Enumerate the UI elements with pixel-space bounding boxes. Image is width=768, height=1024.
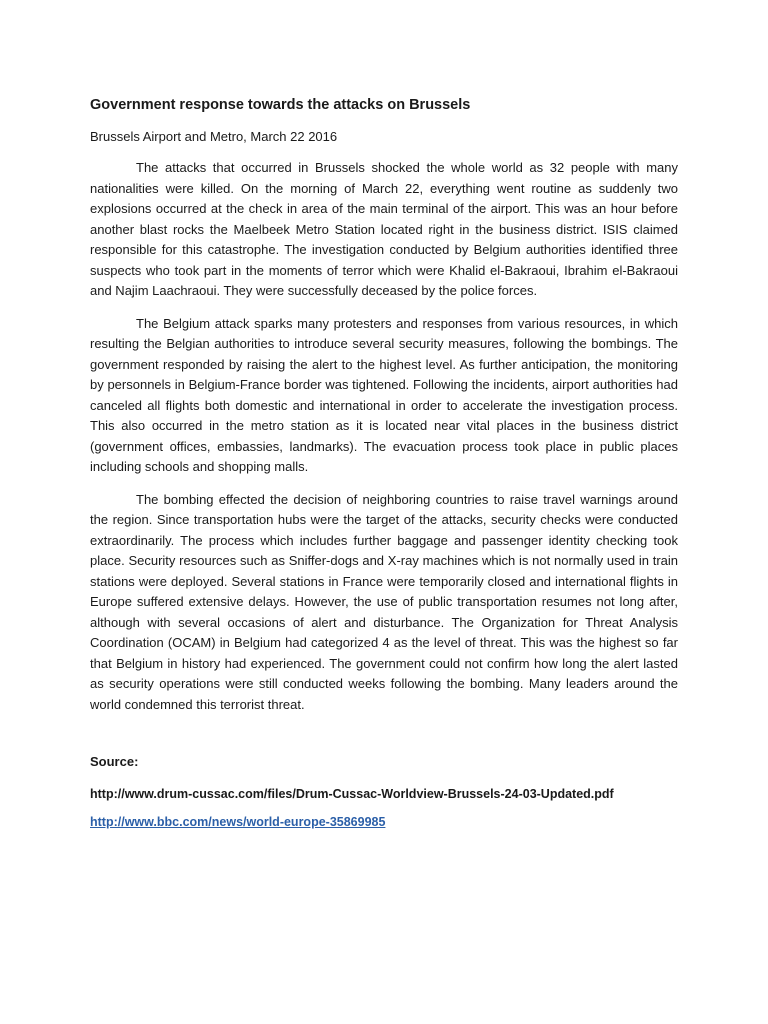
document-page [90,96,678,841]
source-link-bbc[interactable]: http://www.bbc.com/news/world-europe-35869985 [90,815,386,829]
source-url-drum-cussac: http://www.drum-cussac.com/files/Drum-Cussac-Worldview-Brussels-24-03-Updated.pdf [90,787,614,801]
paragraph-regional-impact: The bombing effected the decision of neighboring countries to raise travel warnings around the region. Since transportation hubs were the target of the attacks, security checks were conducted extraordinarily. The process which includes further baggage and passenger identity checking took place. Security resources such as Sniffer-dogs and X-ray machines which is not normally used in train stations were deployed. Several stations in France were temporarily closed and international flights in Europe suffered extensive delays. However, the use of public transportation resumes not long after, although with several occasions of alert and disturbance. The Organization for Threat Analysis Coordination (OCAM) in Belgium had categorized 4 as the level of threat. This was the highest so far that Belgium in history had experienced. The government could not confirm how long the alert lasted as security operations were still conducted weeks following the bombing. Many leaders around the world condemned this terrorist threat. [90,491,678,712]
source-label: Source: [90,754,139,769]
paragraph-government-response: The Belgium attack sparks many protesters and responses from various resources, in which resulting the Belgian authorities to introduce several security measures, following the bombings. The government responded by raising the alert to the highest level. As further anticipation, the monitoring by personnels in Belgium-France border was tightened. Following the incidents, airport authorities had canceled all flights both domestic and international in order to accelerate the investigation process. This also occurred in the metro station as it is located near vital places in the business district (government offices, embassies, landmarks). The evacuation process took place in public places including schools and shopping malls. [90,315,678,474]
document-subtitle: Brussels Airport and Metro, March 22 2016 [90,129,338,144]
document-title: Government response towards the attacks on Brussels [90,97,471,113]
paragraph-attack-summary: The attacks that occurred in Brussels shocked the whole world as 32 people with many nationalities were killed. On the morning of March 22, everything went routine as suddenly two explosions occurred at the check in area of the main terminal of the airport. This was an hour before another blast rocks the Maelbeek Metro Station located right in the business district. ISIS claimed responsible for this catastrophe. The investigation conducted by Belgium authorities identified three suspects who took part in the moments of terror which were Khalid el-Bakraoui, Ibrahim el-Bakraoui and Najim Laachraoui. They were successfully deceased by the police forces. [90,160,678,298]
